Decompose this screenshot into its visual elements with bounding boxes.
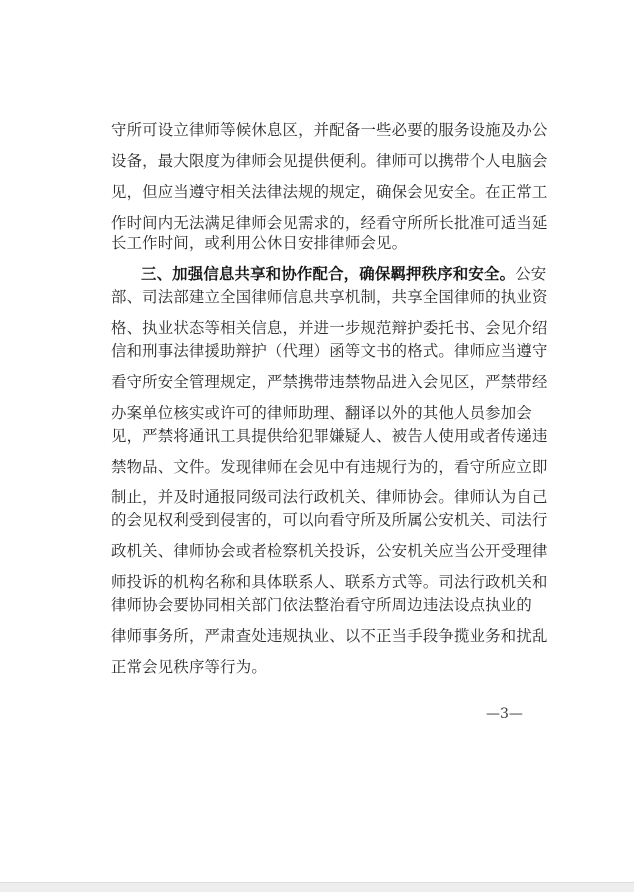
paragraph-line: 设备，最大限度为律师会见提供便利。律师可以携带个人电脑会	[111, 152, 548, 170]
paragraph-line: 格、执业状态等相关信息，并进一步规范辩护委托书、会见介绍	[111, 319, 548, 337]
paragraph-line: 看守所安全管理规定，严禁携带违禁物品进入会见区，严禁带经	[111, 373, 548, 391]
paragraph-line: 政机关、律师协会或者检察机关投诉，公安机关应当公开受理律	[111, 542, 548, 560]
paragraph-line: 守所可设立律师等候休息区，并配备一些必要的服务设施及办公	[111, 121, 548, 139]
heading-tail-text: 公安	[515, 265, 547, 283]
paragraph-line: 正常会见秩序等行为。	[111, 658, 267, 676]
paragraph-line: 禁物品、文件。发现律师在会见中有违规行为的，看守所应立即	[111, 458, 548, 476]
paragraph-line: 律师协会要协同相关部门依法整治看守所周边违法设点执业的	[111, 596, 532, 614]
section-heading-line	[141, 264, 547, 284]
paragraph-line: 师投诉的机构名称和具体联系人、联系方式等。司法行政机关和	[111, 573, 548, 591]
page-number: —3—	[486, 706, 523, 722]
paragraph-line: 信和刑事法律援助辩护（代理）函等文书的格式。律师应当遵守	[111, 342, 548, 360]
paragraph-line: 作时间内无法满足律师会见需求的，经看守所所长批准可适当延	[111, 214, 548, 232]
paragraph-line: 的会见权利受到侵害的，可以向看守所及所属公安机关、司法行	[111, 511, 548, 529]
section-heading: 三、加强信息共享和协作配合，确保羁押秩序和安全。	[141, 265, 516, 283]
paragraph-line: 制止，并及时通报同级司法行政机关、律师协会。律师认为自己	[111, 488, 548, 506]
paragraph-line: 长工作时间，或利用公休日安排律师会见。	[111, 234, 408, 252]
paragraph-line: 部、司法部建立全国律师信息共享机制，共享全国律师的执业资	[111, 288, 548, 306]
paragraph-line: 见，但应当遵守相关法律法规的规定，确保会见安全。在正常工	[111, 183, 548, 201]
paragraph-line: 见，严禁将通讯工具提供给犯罪嫌疑人、被告人使用或者传递违	[111, 427, 548, 445]
paragraph-line: 办案单位核实或许可的律师助理、翻译以外的其他人员参加会	[111, 404, 532, 422]
paragraph-line: 律师事务所，严肃查处违规执业、以不正当手段争揽业务和扰乱	[111, 627, 548, 645]
